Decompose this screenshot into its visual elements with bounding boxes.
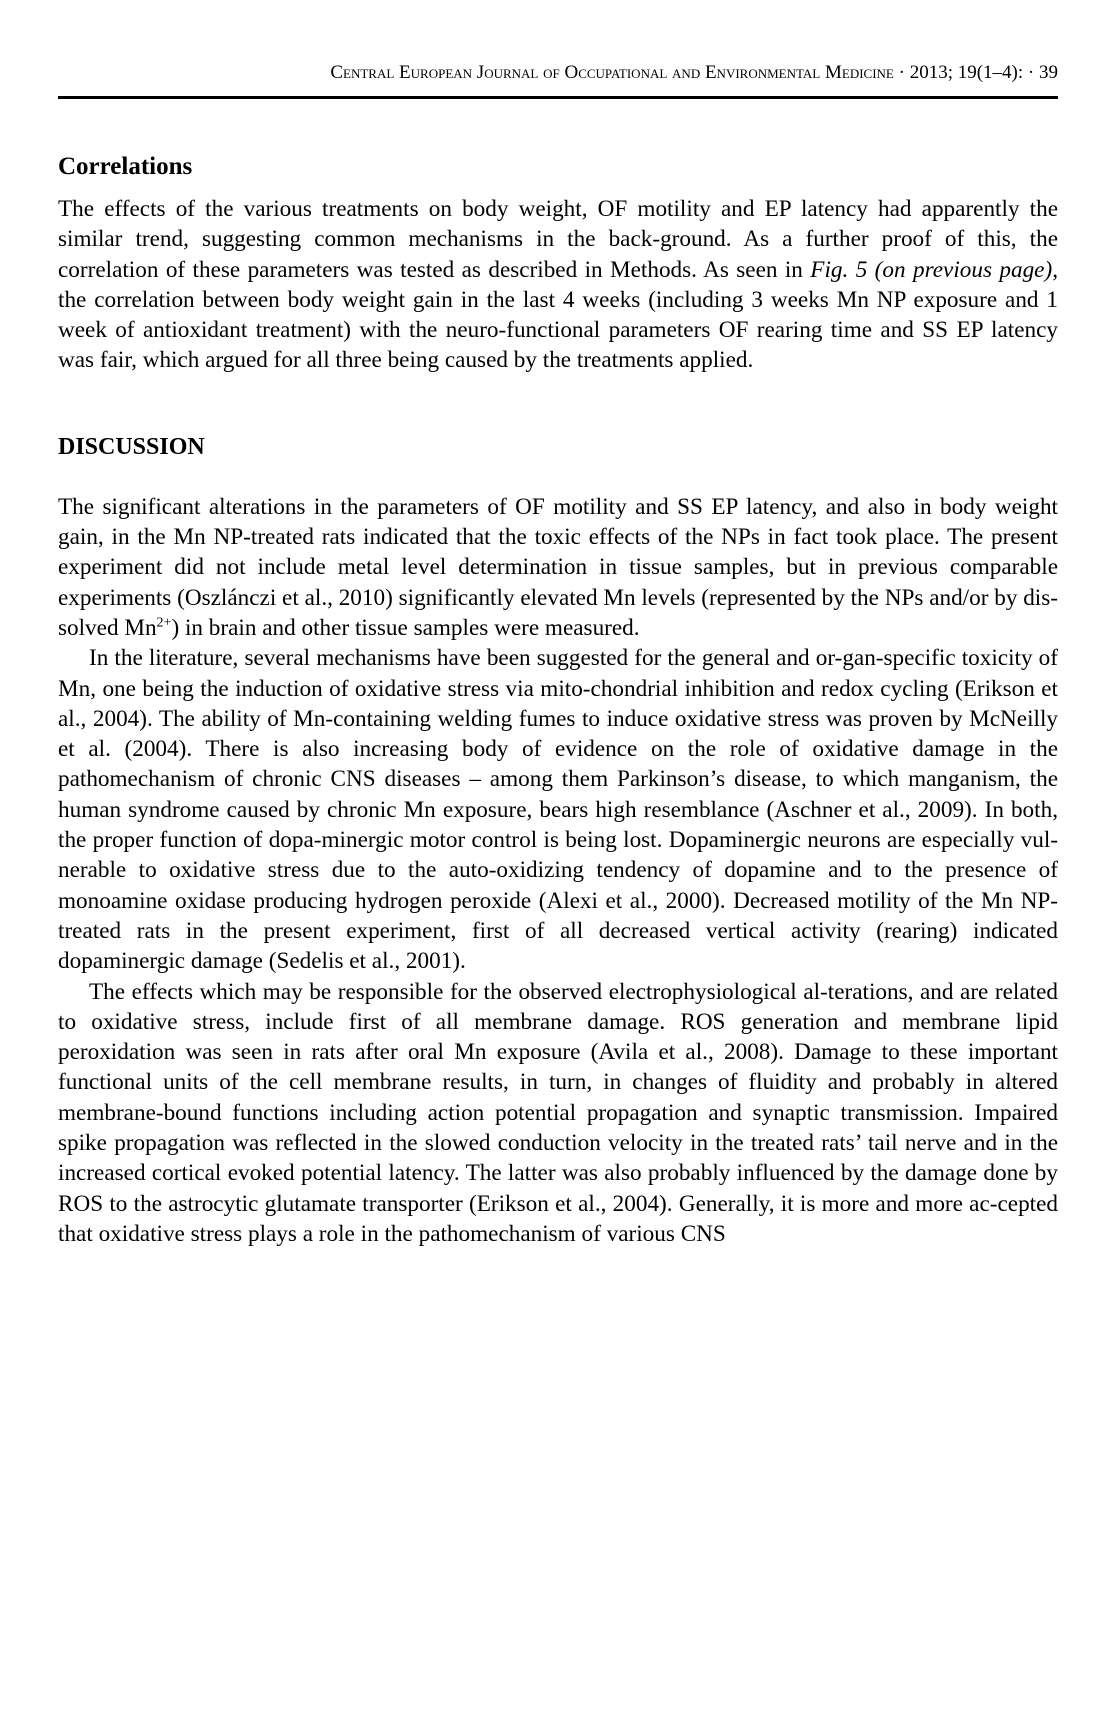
section-spacer: [58, 376, 1058, 432]
para-text: , the correlation between body weight gain in the last 4 weeks (including 3 weeks Mn NP exposure and 1 week of antioxidant treatment) with the neuro-functional parameters OF rearing time and SS EP latency was fair, which argued for all three being caused by the treatments applied.: [58, 256, 1058, 374]
para-text: The significant alterations in the parameters of OF motility and SS EP latency, and also in body weight gain, in the Mn NP-treated rats indicated that the toxic effects of the NPs in fact took place. The present experiment did not include metal level determination in tissue samples, but in previous comparable experiments (Oszlánczi et al., 2010) significantly elevated Mn levels (represented by the NPs and/or by dis-solved Mn: [58, 493, 1058, 641]
journal-citation: 2013; 19(1–4): · 39: [909, 62, 1058, 83]
discussion-section: [58, 432, 1058, 1249]
discussion-heading: DISCUSSION: [58, 433, 205, 460]
para-text: ) in brain and other tissue samples were measured.: [171, 614, 640, 641]
ion-charge-superscript: 2+: [156, 615, 172, 631]
header-rule: [58, 96, 1058, 99]
running-head: [58, 62, 1058, 84]
correlations-section: [58, 152, 1058, 376]
heading-spacer: [58, 474, 1058, 492]
page-body: [58, 152, 1058, 1249]
discussion-paragraph-2: In the literature, several mechanisms have been suggested for the general and or-gan-specific toxicity of Mn, one being the induction of oxidative stress via mito-chondrial inhibition and redox cycling (Erikson et al., 2004). The ability of Mn-containing welding fumes to induce oxidative stress was proven by McNeilly et al. (2004). There is also increasing body of evidence on the role of oxidative damage in the pathomechanism of chronic CNS diseases – among them Parkinson’s disease, to which manganism, the human syndrome caused by chronic Mn exposure, bears high resemblance (Aschner et al., 2009). In both, the proper function of dopa-minergic motor control is being lost. Dopaminergic neurons are especially vul-nerable to oxidative stress due to the auto-oxidizing tendency of dopamine and to the presence of monoamine oxidase producing hydrogen peroxide (Alexi et al., 2000). Decreased motility of the Mn NP-treated rats in the present experiment, first of all decreased vertical activity (rearing) indicated dopaminergic damage (Sedelis et al., 2001).: [58, 645, 1058, 975]
discussion-paragraph-3: The effects which may be responsible for the observed electrophysiological al-terations, and are related to oxidative stress, include first of all membrane damage. ROS generation and membrane lipid peroxidation was seen in rats after oral Mn exposure (Avila et al., 2008). Damage to these important functional units of the cell membrane results, in turn, in changes of fluidity and probably in altered membrane-bound functions including action potential propagation and synaptic transmission. Impaired spike propagation was reflected in the slowed conduction velocity in the treated rats’ tail nerve and in the increased cortical evoked potential latency. The latter was also probably influenced by the damage done by ROS to the astrocytic glutamate transporter (Erikson et al., 2004). Generally, it is more and more ac-cepted that oxidative stress plays a role in the pathomechanism of various CNS: [58, 978, 1058, 1247]
correlations-paragraph: [58, 194, 1058, 376]
para-text: The effects of the various treatments on body weight, OF motility and EP latency had apparently the similar trend, suggesting common mechanisms in the back-ground. As a further proof of this, the correlation of these parameters was tested as described in Methods. As seen in: [58, 196, 1058, 283]
journal-title: Central European Journal of Occupational and Environmental Medicine: [330, 62, 894, 83]
correlations-heading: Correlations: [58, 153, 193, 180]
discussion-paragraph-1: [58, 492, 1058, 643]
running-head-separator: ·: [893, 62, 910, 83]
figure-reference: Fig. 5 (on previous page): [810, 256, 1053, 283]
